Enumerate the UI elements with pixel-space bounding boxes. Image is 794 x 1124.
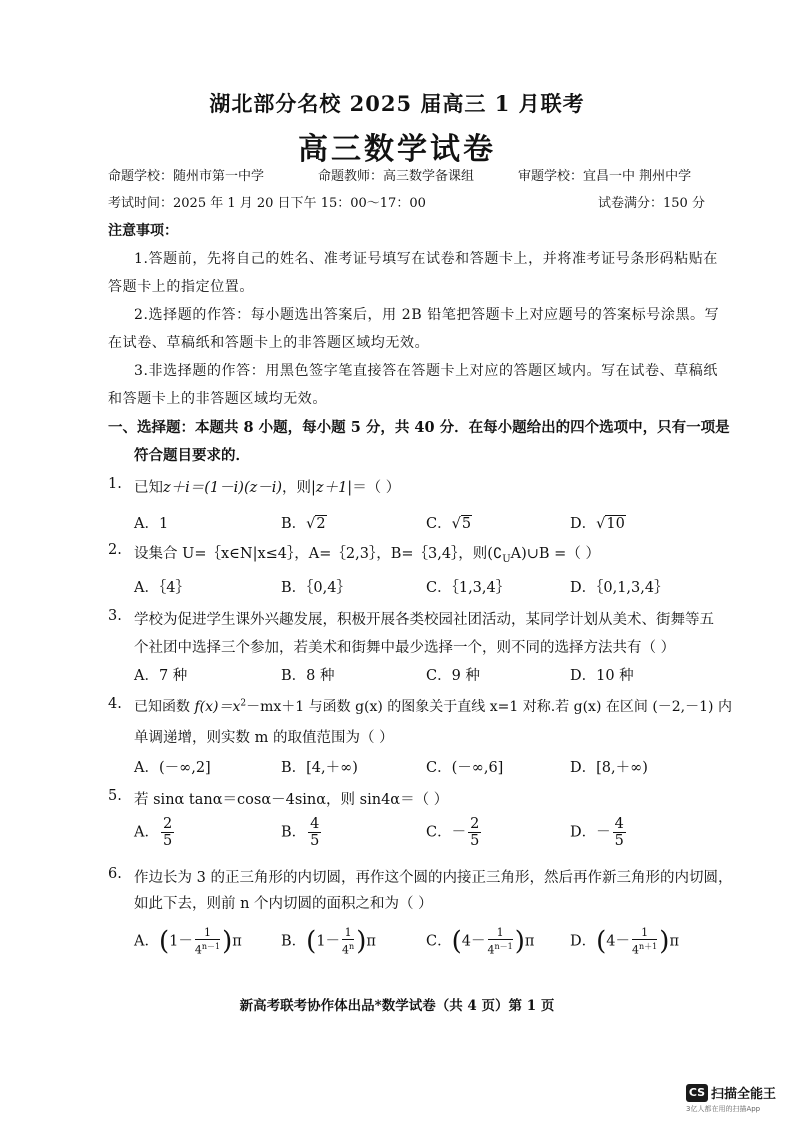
q5-option-b	[281, 816, 323, 849]
q5-option-c-fraction	[468, 816, 481, 849]
q5-option-d-label: D．－	[570, 824, 611, 841]
q1-number: 1.	[108, 476, 122, 492]
q6-option-d-open-paren: (	[596, 926, 607, 957]
q6-option-b-close-paren: )	[356, 926, 367, 957]
q6-option-b-open-paren: (	[306, 926, 317, 957]
notice-item-3-line-1: 3.非选择题的作答：用黑色签字笔直接答在答题卡上对应的答题区域内。写在试卷、草稿纸	[134, 363, 718, 379]
q1-option-a: A．1	[134, 516, 169, 532]
q5-option-c	[426, 816, 483, 849]
q1-stem	[134, 476, 400, 497]
q1-option-c: C．√5	[426, 516, 472, 532]
q6-option-b-base: 4	[342, 943, 350, 957]
q4-square: 2	[240, 698, 247, 709]
q6-option-d-lead: 4－	[606, 933, 631, 950]
meta-school: 命题学校：随州市第一中学	[108, 169, 265, 184]
q4-option-b: B．[4,＋∞)	[281, 760, 358, 776]
q6-option-b-label: B．	[281, 933, 307, 950]
q6-option-a-open-paren: (	[158, 926, 170, 957]
q6-option-c-label: C．	[426, 933, 452, 950]
q3-option-b: B．8 种	[281, 668, 335, 684]
q6-stem-line-2: 如此下去，则前 n 个内切圆的面积之和为（ ）	[134, 896, 433, 912]
q5-option-b-denominator: 5	[310, 833, 320, 849]
meta-reviewer: 审题学校：宜昌一中 荆州中学	[518, 169, 692, 184]
q5-option-b-label: B．	[281, 824, 307, 841]
notice-item-1-line-1: 1.答题前，先将自己的姓名、准考证号填写在试卷和答题卡上，并将准考证号条形码粘贴在	[134, 251, 718, 267]
q3-number: 3.	[108, 608, 122, 624]
q3-stem-line-2: 个社团中选择三个参加，若美术和街舞中最少选择一个，则不同的选择方法共有（ ）	[134, 640, 676, 656]
q1-equation: z＋i＝(1－i)(z－i)	[163, 480, 283, 496]
q6-option-c-denominator	[488, 940, 513, 957]
q6-option-a-numerator: 1	[195, 926, 220, 940]
q6-option-d-numerator: 1	[632, 926, 657, 940]
q2-option-b: B．｛0,4｝	[281, 580, 351, 596]
q2-stem	[134, 542, 600, 565]
q1-option-c-value: 5	[461, 516, 472, 532]
q6-option-c-fraction	[488, 926, 513, 957]
q6-option-a-denominator	[195, 940, 220, 957]
q1-option-d: D．√10	[570, 516, 625, 532]
q5-option-a-numerator: 2	[162, 816, 173, 832]
q3-stem-line-1: 学校为促进学生课外兴趣发展，积极开展各类校园社团活动，某同学计划从美术、街舞等五	[134, 612, 714, 628]
q6-option-c-base: 4	[487, 943, 495, 957]
q6-number: 6.	[108, 866, 122, 882]
q6-option-c-close-paren: )	[514, 926, 525, 957]
q6-option-c	[426, 926, 534, 957]
q6-option-a-label: A．	[134, 933, 159, 950]
q4-option-d: D．[8,＋∞)	[570, 760, 648, 776]
q5-option-a-denominator: 5	[162, 833, 173, 849]
q5-option-a-fraction	[161, 816, 174, 849]
q3-option-d: D．10 种	[570, 668, 634, 684]
q1-mid: ，则	[282, 480, 312, 496]
q4-option-a: A．(－∞,2]	[134, 760, 211, 776]
q5-option-a	[134, 816, 176, 849]
q1-option-b-label: B．	[281, 516, 307, 532]
q4-stem-line-2: 单调递增，则实数 m 的取值范围为（ ）	[134, 730, 394, 746]
q6-option-d-base: 4	[632, 943, 640, 957]
q1-option-d-value: 10	[606, 516, 625, 532]
q6-option-d-close-paren: )	[659, 926, 670, 957]
q6-option-a-pi: π	[232, 933, 242, 950]
q5-option-d	[570, 816, 628, 849]
scanner-logo-tagline: 3亿人都在用的扫描App	[686, 1105, 761, 1113]
q2-option-a: A．｛4｝	[134, 580, 190, 596]
q5-option-d-fraction	[613, 816, 626, 849]
notice-item-2-line-1: 2.选择题的作答：每小题选出答案后，用 2B 铅笔把答题卡上对应题号的答案标号涂黑。写	[134, 307, 720, 323]
meta-teacher: 命题教师：高三数学备课组	[318, 169, 475, 184]
notice-item-3-line-2: 和答题卡上的非答题区域均无效。	[108, 391, 327, 407]
q5-number: 5.	[108, 788, 122, 804]
q1-pre: 已知	[134, 480, 163, 496]
q2-option-d: D．｛0,1,3,4｝	[570, 580, 669, 596]
q4-number: 4.	[108, 696, 122, 712]
q5-option-c-denominator: 5	[470, 833, 480, 849]
page-footer: 新高考联考协作体出品*数学试卷（共 4 页）第 1 页	[239, 998, 555, 1014]
notice-item-1-line-2: 答题卡上的指定位置。	[108, 279, 254, 295]
q6-option-a-exponent: n－1	[201, 942, 221, 951]
q6-option-a-base: 4	[194, 943, 202, 957]
q6-option-d	[570, 926, 679, 957]
q5-option-c-label: C．－	[426, 824, 467, 841]
meta-score: 试卷满分：150 分	[598, 196, 705, 211]
q2-text: 设集合 U=｛x∈N|x≤4｝，A=｛2,3｝，B=｛3,4｝，则(∁	[134, 546, 503, 562]
q6-option-c-numerator: 1	[488, 926, 513, 940]
q2-option-c: C．｛1,3,4｝	[426, 580, 511, 596]
exam-series-title: 湖北部分名校 2025 届高三 1 月联考	[209, 91, 585, 116]
notice-heading: 注意事项：	[108, 223, 178, 239]
q6-option-d-exponent: n＋1	[639, 942, 658, 951]
exam-title: 高三数学试卷	[298, 132, 496, 167]
q6-option-a-close-paren: )	[222, 926, 233, 957]
q5-option-d-numerator: 4	[614, 816, 624, 832]
q2-sub: U	[502, 553, 511, 565]
q6-option-a-fraction	[195, 926, 220, 957]
q4-stem-line-1	[134, 696, 732, 716]
q1-abs: |z＋1|	[311, 480, 353, 496]
notice-item-2-line-2: 在试卷、草稿纸和答题卡上的非答题区域均无效。	[108, 335, 430, 351]
q5-option-b-fraction	[308, 816, 321, 849]
q6-option-c-lead: 4－	[461, 933, 486, 950]
camscanner-icon: CS	[686, 1084, 708, 1102]
q1-option-b-value: 2	[316, 516, 326, 532]
meta-time: 考试时间：2025 年 1 月 20 日下午 15：00～17：00	[108, 196, 426, 211]
q1-option-d-label: D．	[570, 516, 597, 532]
q6-option-b-numerator: 1	[342, 926, 354, 940]
q6-option-c-open-paren: (	[451, 926, 462, 957]
scanner-logo-name: 扫描全能王	[711, 1087, 777, 1102]
q6-option-d-pi: π	[669, 933, 679, 950]
q5-option-c-numerator: 2	[470, 816, 480, 832]
q1-option-c-label: C．	[426, 516, 452, 532]
q2-number: 2.	[108, 542, 122, 558]
q6-stem-line-1: 作边长为 3 的正三角形的内切圆，再作这个圆的内接正三角形，然后再作新三角形的内切圆，	[134, 870, 733, 886]
q2-text-2: A)∪B =（ ）	[510, 546, 600, 562]
q6-option-b-fraction	[342, 926, 354, 957]
q6-option-b-denominator	[342, 940, 354, 957]
q1-post: ＝（ ）	[352, 480, 401, 496]
q6-option-c-pi: π	[524, 933, 535, 950]
q5-option-a-label: A．	[134, 824, 159, 841]
q5-option-b-numerator: 4	[310, 816, 320, 832]
q4-rest: －mx＋1 与函数 g(x) 的图象关于直线 x=1 对称.若 g(x) 在区间 (－2,－1) 内	[246, 699, 732, 715]
q6-option-a	[134, 926, 242, 957]
q1-option-b: B．√2	[281, 516, 326, 532]
q6-option-b-exponent: n	[349, 942, 355, 951]
q6-option-d-fraction	[632, 926, 657, 957]
q6-option-d-denominator	[632, 940, 657, 957]
q6-option-b-lead: 1－	[316, 933, 341, 950]
q5-stem: 若 sinα tanα＝cosα－4sinα，则 sin4α＝（ ）	[134, 792, 449, 808]
q6-option-d-label: D．	[570, 933, 597, 950]
scanner-logo	[686, 1082, 776, 1102]
q4-pre: 已知函数	[134, 699, 195, 715]
q3-option-a: A．7 种	[134, 668, 188, 684]
q6-option-c-exponent: n－1	[494, 942, 513, 951]
q3-option-c: C．9 种	[426, 668, 480, 684]
section-heading-line-2: 符合题目要求的．	[134, 447, 250, 464]
q6-option-a-lead: 1－	[169, 933, 193, 950]
q6-option-b	[281, 926, 376, 957]
q4-option-c: C．(－∞,6]	[426, 760, 504, 776]
q5-option-d-denominator: 5	[614, 833, 624, 849]
q6-option-b-pi: π	[366, 933, 376, 950]
q4-fx: f(x)＝x	[194, 699, 241, 715]
section-heading-line-1: 一、选择题：本题共 8 小题，每小题 5 分，共 40 分．在每小题给出的四个选项中，只有一项是	[108, 419, 730, 436]
